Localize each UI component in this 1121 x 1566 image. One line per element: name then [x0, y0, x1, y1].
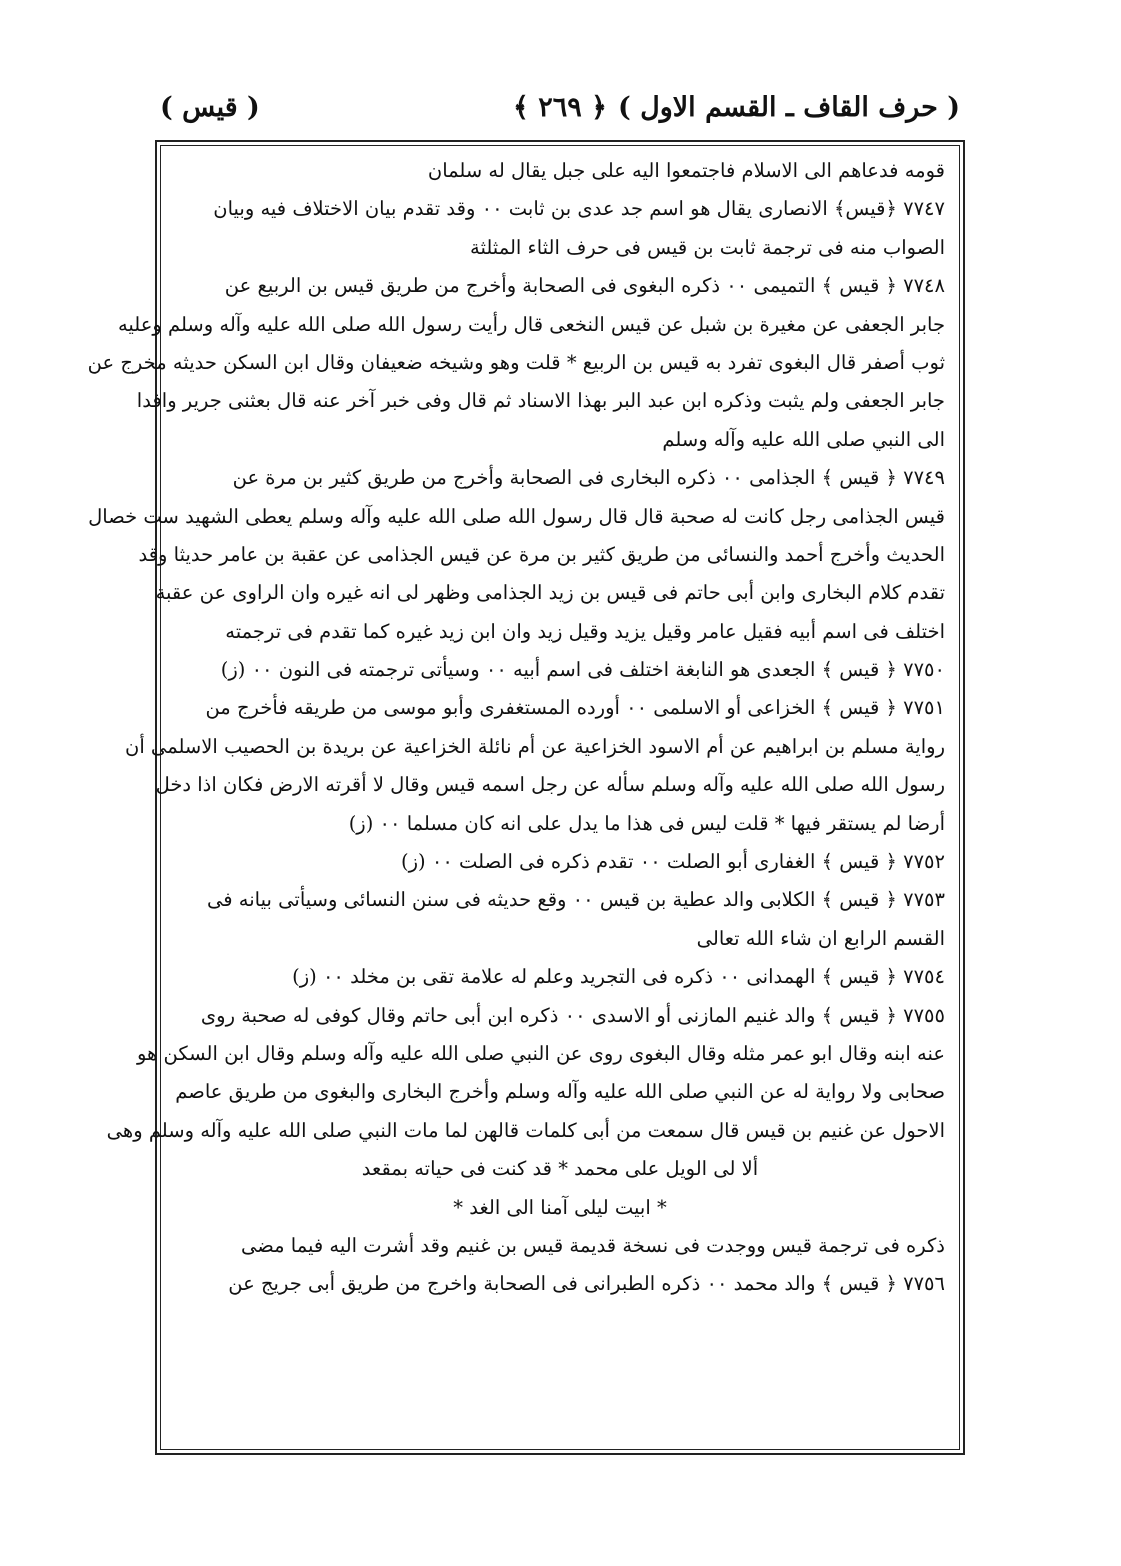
text-line: الى النبي صلى الله عليه وآله وسلم	[662, 427, 945, 451]
text-line: ٧٧٥٥ ﴿ قيس ﴾ والد غنيم المازنى أو الاسدى ٠٠ ذكره ابن أبى حاتم وقال كوفى له صحبة روى	[200, 1003, 945, 1027]
text-line: الحديث وأخرج أحمد والنسائى من طريق كثير بن مرة عن قيس الجذامى عن عقبة بن عامر حديثا وقد	[138, 542, 945, 566]
entry-title: ( قيس )	[160, 92, 260, 123]
text-line: ٧٧٥٤ ﴿ قيس ﴾ الهمدانى ٠٠ ذكره فى التجريد وعلم له علامة تقى بن مخلد ٠٠ (ز)	[292, 965, 945, 989]
text-line: صحابى ولا رواية له عن النبي صلى الله عليه وآله وسلم وأخرج البخارى والبغوى من طريق عاصم	[175, 1080, 945, 1104]
text-line: الاحول عن غنيم بن قيس قال سمعت من أبى كلمات قالهن لما مات النبي صلى الله عليه وآله وسلم وهى	[106, 1118, 945, 1142]
text-line: ٧٧٤٩ ﴿ قيس ﴾ الجذامى ٠٠ ذكره البخارى فى الصحابة وأخرج من طريق كثير بن مرة عن	[232, 466, 945, 490]
text-line: القسم الرابع ان شاء الله تعالى	[696, 926, 945, 950]
text-line: ٧٧٥٠ ﴿ قيس ﴾ الجعدى هو النابغة اختلف فى اسم أبيه ٠٠ وسيأتى ترجمته فى النون ٠٠ (ز)	[220, 658, 945, 682]
text-line: رسول الله صلى الله عليه وآله وسلم سأله عن رجل اسمه قيس وقال لا أقرته الارض فكان اذا دخل	[155, 773, 945, 797]
text-line: ٧٧٤٨ ﴿ قيس ﴾ التميمى ٠٠ ذكره البغوى فى الصحابة وأخرج من طريق قيس بن الربيع عن	[224, 274, 945, 298]
page-number: ﴿ ٢٦٩ ﴾	[513, 92, 607, 123]
text-line: أرضا لم يستقر فيها * قلت ليس فى هذا ما يدل على انه كان مسلما ٠٠ (ز)	[348, 811, 945, 835]
chapter-title: ( حرف القاف ـ القسم الاول )	[617, 92, 960, 123]
poem-verse: * ابيت ليلى آمنا الى الغد *	[453, 1195, 667, 1219]
text-line: قومه فدعاهم الى الاسلام فاجتمعوا اليه على جبل يقال له سلمان	[427, 159, 945, 182]
text-line: ٧٧٥١ ﴿ قيس ﴾ الخزاعى أو الاسلمى ٠٠ أورده المستغفرى وأبو موسى من طريقه فأخرج من	[205, 696, 945, 720]
text-line: ٧٧٥٦ ﴿ قيس ﴾ والد محمد ٠٠ ذكره الطبرانى فى الصحابة واخرج من طريق أبى جريج عن	[228, 1272, 945, 1296]
poem-verse: ألا لى الويل على محمد * قد كنت فى حياته بمقعد	[361, 1157, 759, 1181]
text-line: قيس الجذامى رجل كانت له صحبة قال قال رسول الله صلى الله عليه وآله وسلم يعطى الشهيد ست خصال	[88, 504, 945, 528]
running-header	[160, 92, 960, 136]
page-body	[87, 152, 945, 1304]
text-line: ٧٧٤٧ ﴿قيس﴾ الانصارى يقال هو اسم جد عدى بن ثابت ٠٠ وقد تقدم بيان الاختلاف فيه وبيان	[213, 197, 945, 221]
text-line: تقدم كلام البخارى وابن أبى حاتم فى قيس بن زيد الجذامى وظهر لى انه غيره وان الراوى عن عقبة	[155, 581, 945, 605]
text-line: ٧٧٥٣ ﴿ قيس ﴾ الكلابى والد عطية بن قيس ٠٠ وقع حديثه فى سنن النسائى وسيأتى بيانه فى	[207, 888, 945, 912]
text-line: الصواب منه فى ترجمة ثابت بن قيس فى حرف الثاء المثلثة	[470, 235, 945, 259]
text-line: عنه ابنه وقال ابو عمر مثله وقال البغوى روى عن النبي صلى الله عليه وآله وسلم وقال ابن السكن هو	[136, 1041, 945, 1065]
text-line: اختلف فى اسم أبيه فقيل عامر وقيل يزيد وقيل زيد وان ابن زيد غيره كما تقدم فى ترجمته	[225, 619, 945, 643]
text-line: رواية مسلم بن ابراهيم عن أم الاسود الخزاعية عن أم نائلة الخزاعية عن بريدة بن الحصيب الاسلمى أن	[125, 734, 945, 758]
text-line: جابر الجعفى عن مغيرة بن شبل عن قيس النخعى قال رأيت رسول الله صلى الله عليه وآله وسلم وعليه	[117, 312, 945, 336]
text-line: ٧٧٥٢ ﴿ قيس ﴾ الغفارى أبو الصلت ٠٠ تقدم ذكره فى الصلت ٠٠ (ز)	[401, 850, 945, 874]
text-line: ذكره فى ترجمة قيس ووجدت فى نسخة قديمة قيس بن غنيم وقد أشرت اليه فيما مضى	[240, 1233, 945, 1257]
text-line: ثوب أصفر قال البغوى تفرد به قيس بن الربيع * قلت وهو وشيخه ضعيفان وقال ابن السكن حديثه مخرج عن	[87, 350, 945, 374]
text-line: جابر الجعفى ولم يثبت وذكره ابن عبد البر بهذا الاسناد ثم قال وفى خبر آخر عنه قال بعثنى جرير وافدا	[136, 389, 945, 413]
